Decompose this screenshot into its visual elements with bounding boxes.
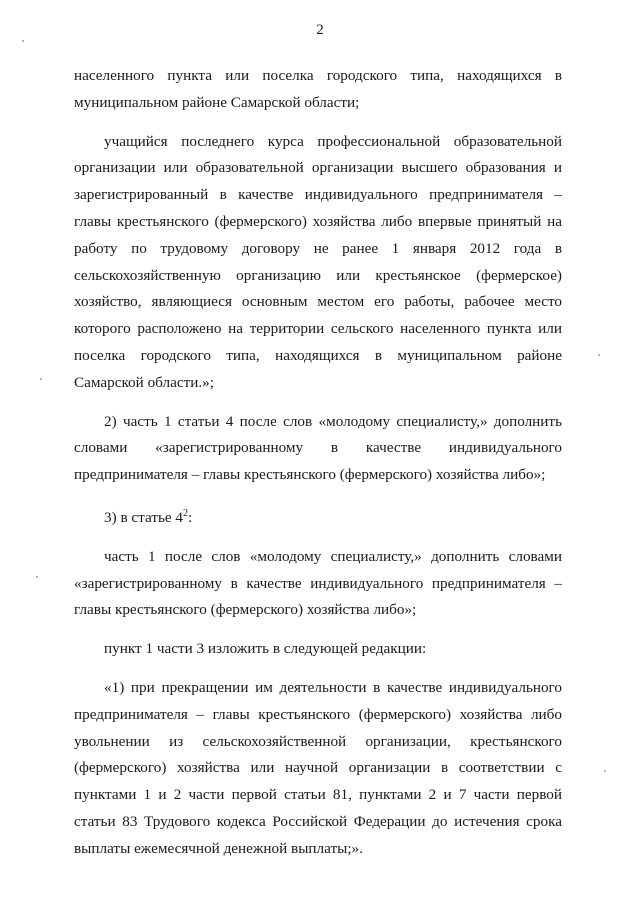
scan-speck bbox=[36, 576, 38, 578]
paragraph-amendment-article-4: 2) часть 1 статьи 4 после слов «молодому специалисту,» дополнить словами «зарегистрированному в качестве индивидуального предпринимателя – главы крестьянского (фермерского) хозяйства либо»; bbox=[74, 412, 562, 484]
page-number: 2 bbox=[316, 22, 324, 38]
paragraph-item-1-part-3-intro: пункт 1 части 3 изложить в следующей редакции: bbox=[104, 640, 427, 658]
paragraph-part-1-amendment: часть 1 после слов «молодому специалисту,» дополнить словами «зарегистрированному в качестве индивидуального предпринимателя – главы крестьянского (фермерского) хозяйства либо»; bbox=[74, 547, 562, 619]
scan-speck bbox=[598, 354, 600, 356]
paragraph-student-definition: учащийся последнего курса профессиональной образовательной организации или образовательной организации высшего образования и зарегистрированный в качестве индивидуального предпринимателя – главы крестьянского (фермерского) хозяйства либо впервые принятый на работу по трудовому договору не ранее 1 января 2012 года в сельскохозяйственную организацию или крестьянское (фермерское) хозяйство, являющиеся основным местом его работы, рабочее место которого расположено на территории сельского населенного пункта или поселка городского типа, находящихся в муниципальном районе Самарской области.»; bbox=[74, 132, 562, 391]
article-heading-prefix: 3) в статье 4 bbox=[104, 509, 184, 527]
article-heading-suffix: : bbox=[188, 509, 193, 527]
paragraph-continuation: населенного пункта или поселка городского типа, находящихся в муниципальном районе Самарской области; bbox=[74, 67, 562, 111]
scan-speck bbox=[604, 770, 606, 772]
document-body bbox=[74, 63, 562, 863]
scan-speck bbox=[22, 40, 24, 42]
article-heading-superscript: 2 bbox=[183, 507, 189, 519]
paragraph-item-1-new-wording: «1) при прекращении им деятельности в качестве индивидуального предпринимателя – главы крестьянского (фермерского) хозяйства либо увольнении из сельскохозяйственной организации, крестьянского (фермерского) хозяйства или научной организации в соответствии с пунктами 1 и 2 части первой статьи 81, пунктами 2 и 7 части первой статьи 83 Трудового кодекса Российской Федерации до истечения срока выплаты ежемесячной денежной выплаты;». bbox=[74, 679, 562, 857]
scan-speck bbox=[40, 378, 42, 380]
paragraph-article-4-2-heading bbox=[74, 501, 562, 532]
